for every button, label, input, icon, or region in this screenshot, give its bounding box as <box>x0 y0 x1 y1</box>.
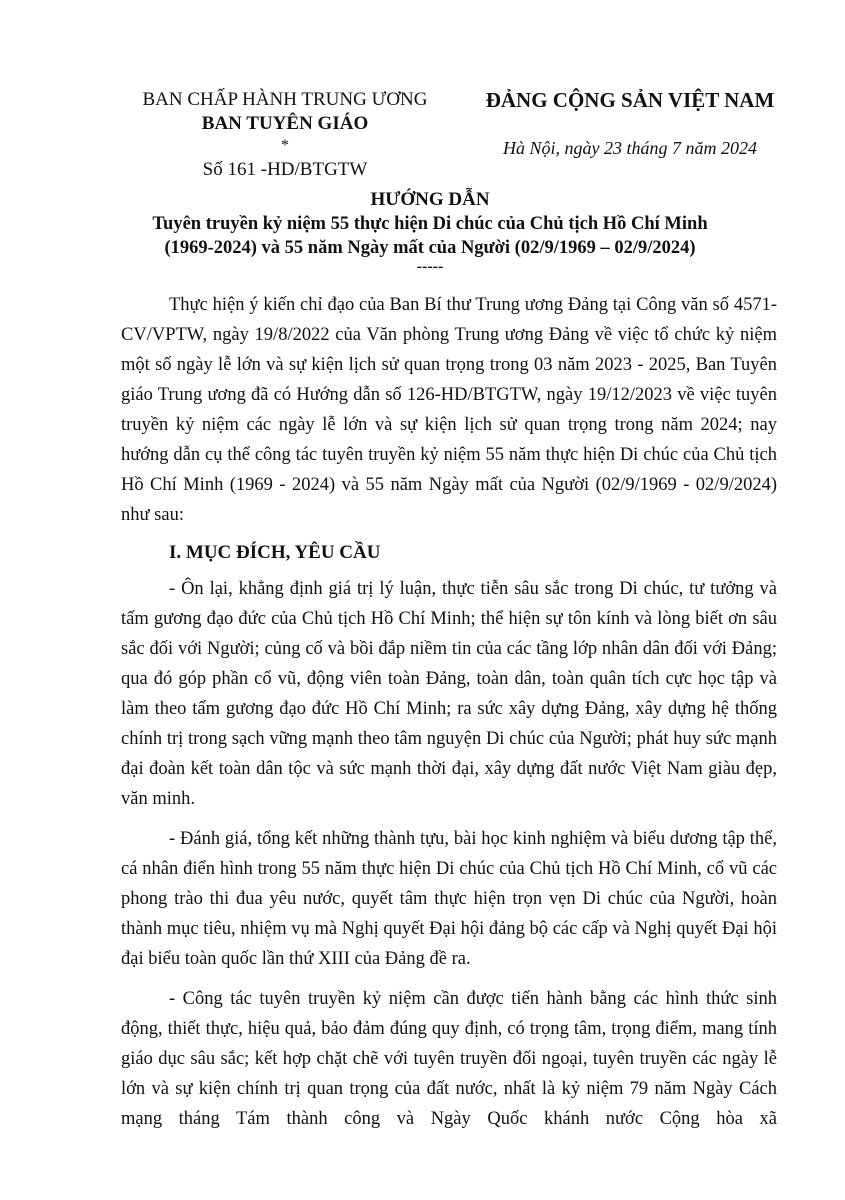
body-paragraph-1: - Ôn lại, khẳng định giá trị lý luận, thực tiễn sâu sắc trong Di chúc, tư tưởng và tấm gương đạo đức của Chủ tịch Hồ Chí Minh; thể hiện sự tôn kính và lòng biết ơn sâu sắc đối với Người; củng cố và bồi đắp niềm tin của các tầng lớp nhân dân đối với Đảng; qua đó góp phần cổ vũ, động viên toàn Đảng, toàn dân, toàn quân tích cực học tập và làm theo tấm gương đạo đức Hồ Chí Minh; ra sức xây dựng Đảng, xây dựng hệ thống chính trị trong sạch vững mạnh theo tâm nguyện Di chúc của Người; phát huy sức mạnh đại đoàn kết toàn dân tộc và sức mạnh thời đại, xây dựng đất nước Việt Nam giàu đẹp, văn minh. <box>121 579 777 809</box>
section-heading: I. MỤC ĐÍCH, YÊU CẦU <box>169 542 381 563</box>
party-name: ĐẢNG CỘNG SẢN VIỆT NAM <box>485 88 775 112</box>
title-separator: ----- <box>416 258 444 275</box>
org-name: BAN TUYÊN GIÁO <box>201 113 369 134</box>
document-title <box>110 188 750 274</box>
document-body <box>121 290 777 1134</box>
org-parent: BAN CHẤP HÀNH TRUNG ƯƠNG <box>142 89 428 110</box>
doc-number: Số 161 -HD/BTGTW <box>202 159 368 180</box>
intro-paragraph: Thực hiện ý kiến chỉ đạo của Ban Bí thư Trung ương Đảng tại Công văn số 4571-CV/VPTW, ngày 19/8/2022 của Văn phòng Trung ương Đảng về việc tổ chức kỷ niệm một số ngày lễ lớn và sự kiện lịch sử quan trọng trong 03 năm 2023 - 2025, Ban Tuyên giáo Trung ương đã có Hướng dẫn số 126-HD/BTGTW, ngày 19/12/2023 về việc tuyên truyền kỷ niệm các ngày lễ lớn và sự kiện lịch sử quan trọng trong năm 2024; nay hướng dẫn cụ thể công tác tuyên truyền kỷ niệm 55 năm thực hiện Di chúc của Chủ tịch Hồ Chí Minh (1969 - 2024) và 55 năm Ngày mất của Người (02/9/1969 - 02/9/2024) như sau: <box>121 295 777 525</box>
doc-type: HƯỚNG DẪN <box>370 189 490 210</box>
body-paragraph-3: - Công tác tuyên truyền kỷ niệm cần được tiến hành bằng các hình thức sinh động, thiết thực, hiệu quả, bảo đảm đúng quy định, có trọng tâm, trọng điểm, mang tính giáo dục sâu sắc; kết hợp chặt chẽ với tuyên truyền đối ngoại, tuyên truyền các ngày lễ lớn và sự kiện chính trị quan trọng của đất nước, nhất là kỷ niệm 79 năm Ngày Cách mạng tháng Tám thành công và Ngày Quốc khánh nước Cộng hòa xã <box>121 989 777 1129</box>
subtitle-line-2: (1969-2024) và 55 năm Ngày mất của Người (02/9/1969 – 02/9/2024) <box>164 238 696 258</box>
subtitle-line-1: Tuyên truyền kỷ niệm 55 thực hiện Di chúc của Chủ tịch Hồ Chí Minh <box>152 214 708 234</box>
date-line: Hà Nội, ngày 23 tháng 7 năm 2024 <box>503 138 757 158</box>
issuer-block <box>120 88 450 182</box>
body-paragraph-2: - Đánh giá, tổng kết những thành tựu, bài học kinh nghiệm và biểu dương tập thể, cá nhân điển hình trong 55 năm thực hiện Di chúc của Chủ tịch Hồ Chí Minh, cổ vũ các phong trào thi đua yêu nước, quyết tâm thực hiện trọn vẹn Di chúc của Người, hoàn thành mục tiêu, nhiệm vụ mà Nghị quyết Đại hội đảng bộ các cấp và Nghị quyết Đại hội đại biểu toàn quốc lần thứ XIII của Đảng đề ra. <box>121 829 777 969</box>
party-block <box>470 86 790 160</box>
star-mark: * <box>281 137 289 154</box>
